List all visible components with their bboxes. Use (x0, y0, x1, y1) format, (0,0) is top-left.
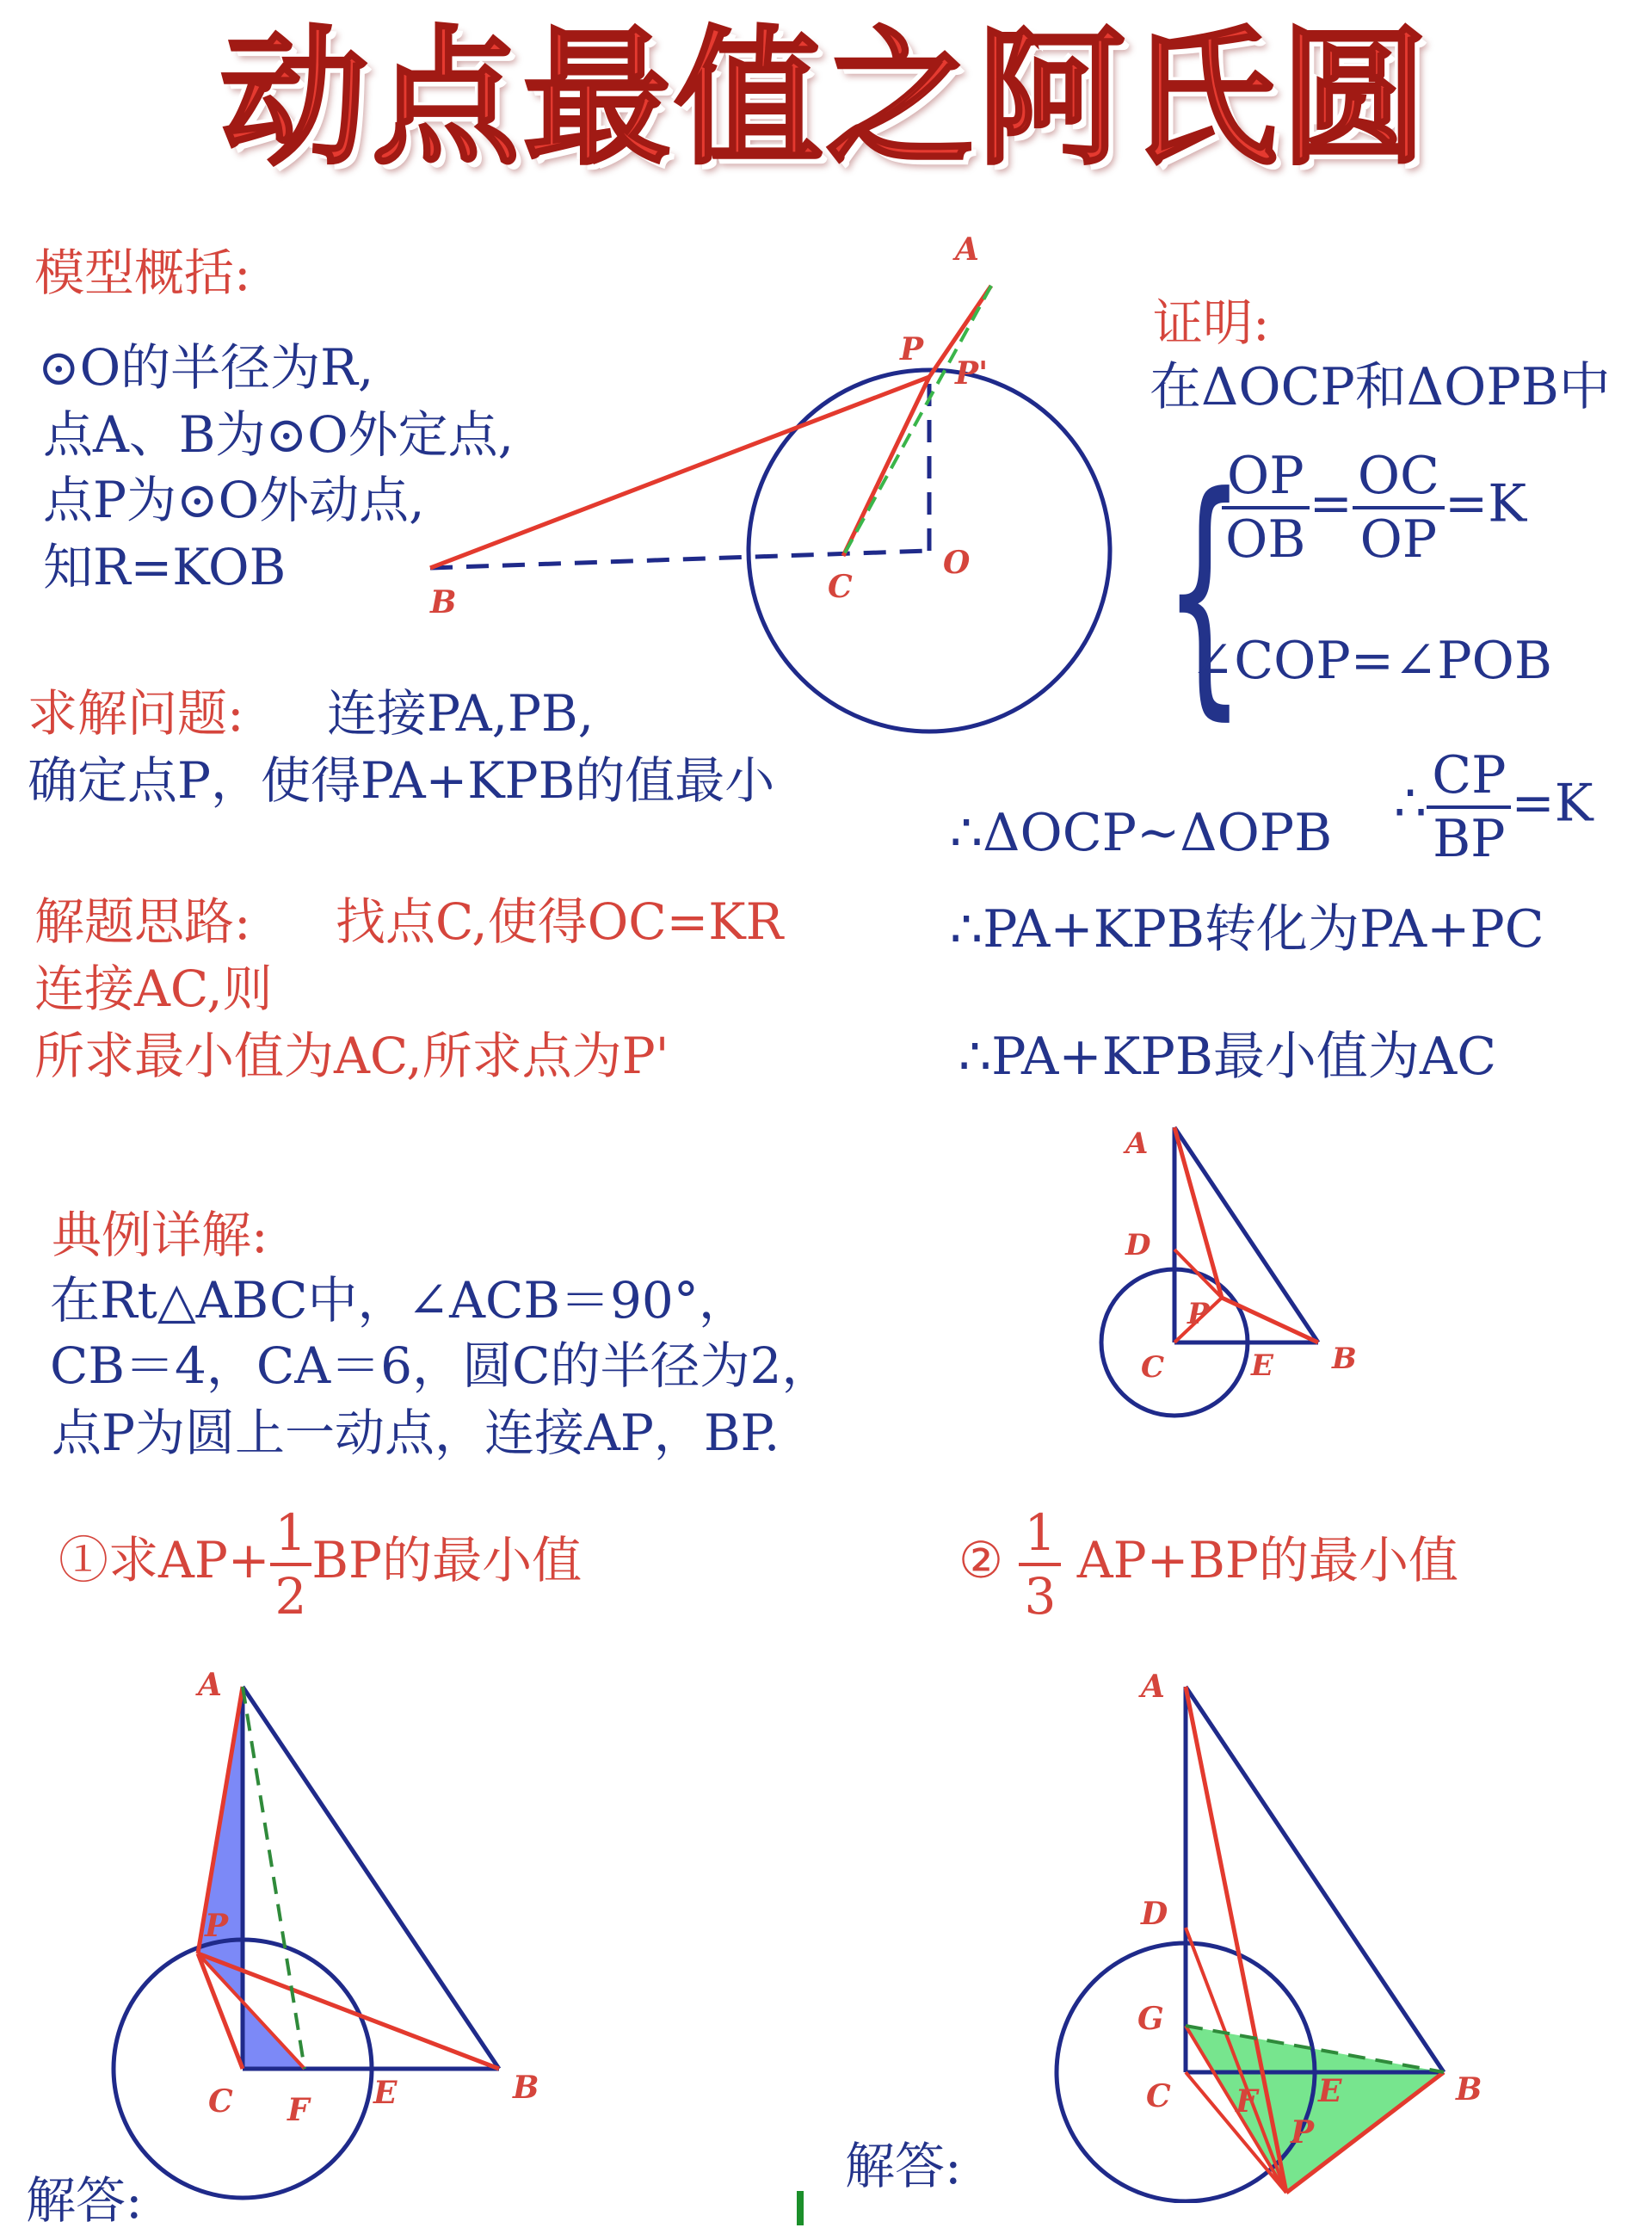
label-A: A (1125, 1126, 1149, 1161)
segment-bp (430, 377, 929, 568)
idea-text-1: 找点C,使得OC=KR (336, 892, 784, 951)
idea-heading: 解题思路: (34, 892, 251, 951)
ratio-cp-bp: ∴ $\frac{CP}{BP}$ =K (1394, 745, 1593, 869)
example-line-1: 在Rt△ABC中，∠ACB＝90°， (50, 1271, 749, 1330)
problem-text-2: 确定点P，使得PA+KPB的值最小 (28, 751, 775, 810)
label-P: P (1291, 2114, 1315, 2151)
ratio-equation: $\frac{OP}{OB}$ = $\frac{OC}{OP}$ =K (1222, 446, 1526, 570)
idea-text-2: 连接AC,则 (34, 960, 273, 1018)
answer-right-label: 解答: (845, 2137, 962, 2195)
problem-heading: 求解问题: (28, 684, 244, 743)
label-A: A (198, 1669, 222, 1703)
label-A: A (1141, 1669, 1165, 1705)
label-F: F (1236, 2083, 1258, 2120)
label-C: C (1146, 2078, 1171, 2114)
label-C: C (1141, 1350, 1165, 1385)
label-D: D (1141, 1896, 1168, 1932)
similarity-line: ∴ΔOCP~ΔOPB (950, 803, 1333, 863)
label-P-prime: P' (955, 355, 989, 392)
label-E: E (1251, 1348, 1273, 1383)
green-bar (797, 2191, 804, 2225)
label-G: G (1137, 2001, 1164, 2037)
model-line-3: 点P为⊙O外动点, (43, 471, 425, 529)
min-line: ∴PA+KPB最小值为AC (959, 1027, 1497, 1087)
segment-bo-dashed (430, 551, 929, 568)
example-figure (1093, 1119, 1385, 1429)
convert-line: ∴PA+KPB转化为PA+PC (950, 899, 1544, 960)
proof-line-1: 在ΔOCP和ΔOPB中 (1150, 357, 1611, 417)
answer-left-label: 解答: (26, 2171, 143, 2230)
label-E: E (1318, 2073, 1342, 2109)
label-E: E (373, 2075, 398, 2111)
label-O: O (943, 545, 971, 581)
label-B: B (513, 2070, 539, 2106)
question-1-figure (77, 1669, 559, 2203)
label-P: P (900, 331, 924, 367)
label-C: C (208, 2083, 233, 2120)
idea-text-3: 所求最小值为AC,所求点为P' (34, 1027, 669, 1085)
label-B: B (1332, 1342, 1357, 1376)
model-line-4: 知R=KOB (43, 538, 287, 596)
model-figure (413, 232, 1136, 749)
label-C: C (828, 569, 853, 605)
label-D: D (1125, 1228, 1151, 1262)
label-F: F (287, 2092, 310, 2128)
example-line-2: CB＝4，CA＝6，圆C的半径为2， (50, 1336, 832, 1395)
page-title: 动点最值之阿氏圆 (220, 12, 1432, 185)
brace-icon: { (1163, 441, 1246, 742)
question-1: ①求AP+ $\frac{1}{2}$ BP的最小值 (59, 1503, 583, 1626)
model-line-1: ⊙O的半径为R, (38, 338, 374, 397)
segment-ac-dashed (843, 286, 991, 556)
question-2-figure (1015, 1661, 1514, 2203)
example-heading: 典例详解: (52, 1206, 268, 1264)
label-B: B (1456, 2071, 1482, 2107)
model-line-2: 点A、B为⊙O外定点, (43, 405, 515, 464)
proof-heading: 证明: (1153, 293, 1270, 352)
side-ab (243, 1687, 499, 2069)
question-2: ② $\frac{1}{3}$ AP+BP的最小值 (959, 1503, 1458, 1626)
label-B: B (430, 584, 457, 620)
example-line-3: 点P为圆上一动点，连接AP，BP. (52, 1404, 780, 1462)
label-A: A (955, 232, 979, 268)
label-P: P (1187, 1297, 1210, 1331)
problem-text-1: 连接PA,PB, (327, 684, 595, 743)
angle-equality: ∠COP=∠POB (1191, 631, 1552, 691)
label-P: P (205, 1908, 229, 1944)
model-heading: 模型概括: (34, 244, 251, 302)
